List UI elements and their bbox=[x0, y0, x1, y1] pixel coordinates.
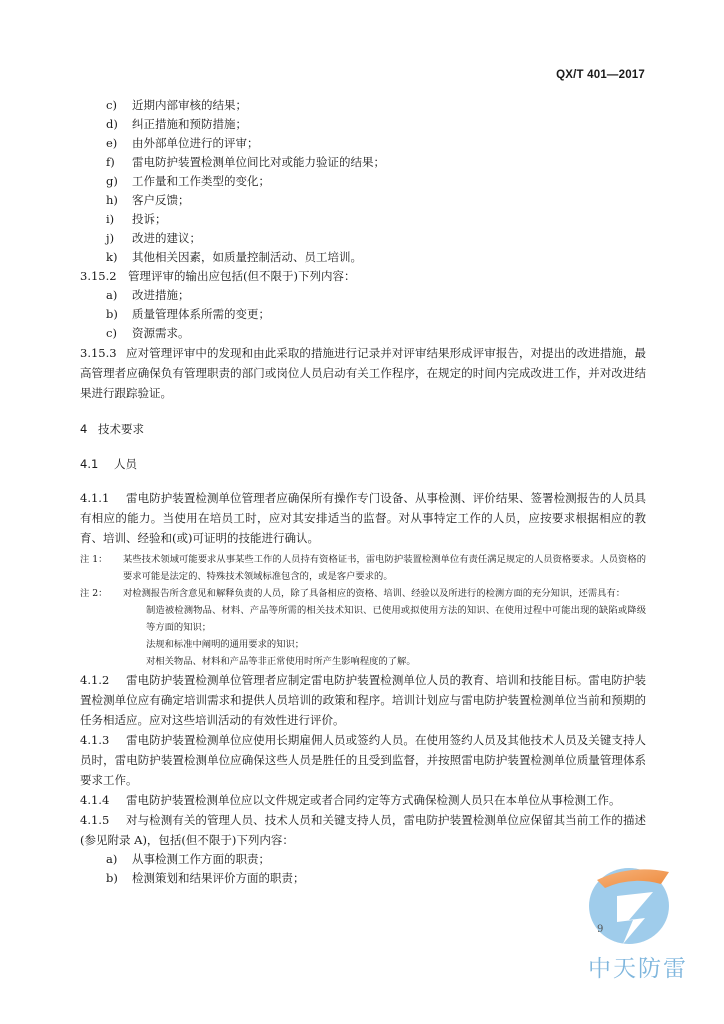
list-item bbox=[80, 324, 646, 343]
item-label: e) bbox=[106, 136, 118, 150]
item-text: 改进的建议； bbox=[132, 231, 201, 245]
item-text: 纠正措施和预防措施； bbox=[132, 117, 247, 131]
clause-text: 雷电防护装置检测单位应以文件规定或者合同约定等方式确保检测人员只在本单位从事检测工作。 bbox=[126, 793, 621, 807]
document-body bbox=[80, 96, 646, 888]
clause-3-15-3 bbox=[80, 343, 646, 403]
item-text: 雷电防护装置检测单位间比对或能力验证的结果； bbox=[132, 155, 385, 169]
clause-3-15-2 bbox=[80, 267, 646, 286]
list-item bbox=[80, 172, 646, 191]
list-item bbox=[80, 869, 646, 888]
clause-number: 3.15.2 bbox=[80, 269, 117, 283]
item-label: h) bbox=[106, 193, 118, 207]
clause-4-1-2 bbox=[80, 670, 646, 730]
clause-number: 4.1.4 bbox=[80, 793, 110, 807]
note-text: 某些技术领域可能要求从事某些工作的人员持有资格证书，雷电防护装置检测单位有责任满足规定的人员资格要求。人员资格的要求可能是法定的、特殊技术领域标准包含的，或是客户要求的。 bbox=[123, 554, 646, 582]
item-text: 改进措施； bbox=[132, 288, 190, 302]
item-label: b) bbox=[106, 307, 118, 321]
clause-4-1-5 bbox=[80, 810, 646, 850]
note-text: 对检测报告所含意见和解释负责的人员，除了具备相应的资格、培训、经验以及所进行的检测方面的充分知识，还需具有： bbox=[123, 588, 626, 599]
watermark-brand: 中天防雷 bbox=[588, 956, 688, 982]
section-title: 技术要求 bbox=[98, 422, 144, 436]
item-label: f) bbox=[106, 155, 115, 169]
clause-text: 应对管理评审中的发现和由此采取的措施进行记录并对评审结果形成评审报告，对提出的改进措施，最高管理者应确保负有管理职责的部门或岗位人员启动有关工作程序，在规定的时间内完成改进工作，并对改进结果进行跟踪验证。 bbox=[80, 346, 646, 400]
item-text: 从事检测工作方面的职责； bbox=[132, 852, 270, 866]
clause-number: 3.15.3 bbox=[80, 346, 117, 360]
item-label: k) bbox=[106, 250, 118, 264]
clause-text: 雷电防护装置检测单位管理者应确保所有操作专门设备、从事检测、评价结果、签署检测报告的人员具有相应的能力。当使用在培员工时，应对其安排适当的监督。对从事特定工作的人员，应按要求根据相应的教育、培训、经验和(或)可证明的技能进行确认。 bbox=[80, 491, 646, 545]
item-label: c) bbox=[106, 326, 117, 340]
item-text: 近期内部审核的结果； bbox=[132, 98, 247, 112]
section-4-heading bbox=[80, 420, 646, 439]
standard-code-header: QX/T 401—2017 bbox=[556, 69, 645, 81]
list-item bbox=[80, 210, 646, 229]
list-item bbox=[80, 229, 646, 248]
list-item bbox=[80, 248, 646, 267]
list-item bbox=[80, 115, 646, 134]
item-text: 投诉； bbox=[132, 212, 167, 226]
list-item bbox=[80, 96, 646, 115]
note-2 bbox=[80, 585, 646, 602]
clause-number: 4.1.1 bbox=[80, 491, 110, 505]
item-label: a) bbox=[106, 852, 118, 866]
list-item bbox=[80, 153, 646, 172]
section-number: 4 bbox=[80, 422, 88, 436]
clause-4-1-4 bbox=[80, 790, 646, 810]
item-label: j) bbox=[106, 231, 115, 245]
note-2-item: 法规和标准中阐明的通用要求的知识； bbox=[146, 639, 305, 650]
clause-text: 管理评审的输出应包括(但不限于)下列内容： bbox=[128, 269, 356, 283]
list-item bbox=[80, 850, 646, 869]
item-text: 客户反馈； bbox=[132, 193, 190, 207]
page-number: 9 bbox=[597, 924, 604, 935]
item-text: 质量管理体系所需的变更； bbox=[132, 307, 270, 321]
note-2-item: 对相关物品、材料和产品等非正常使用时所产生影响程度的了解。 bbox=[146, 656, 416, 667]
note-label: 注 2： bbox=[80, 588, 108, 599]
item-text: 由外部单位进行的评审； bbox=[132, 136, 259, 150]
clause-number: 4.1.3 bbox=[80, 733, 110, 747]
item-label: d) bbox=[106, 117, 118, 131]
item-label: i) bbox=[106, 212, 115, 226]
item-text: 工作量和工作类型的变化； bbox=[132, 174, 270, 188]
clause-number: 4.1.2 bbox=[80, 673, 110, 687]
clause-text: 对与检测有关的管理人员、技术人员和关键支持人员，雷电防护装置检测单位应保留其当前工作的描述(参见附录 A)，包括(但不限于)下列内容： bbox=[80, 813, 646, 847]
list-item bbox=[80, 134, 646, 153]
list-item bbox=[80, 305, 646, 324]
note-label: 注 1： bbox=[80, 554, 108, 565]
item-text: 检测策划和结果评价方面的职责； bbox=[132, 871, 305, 885]
section-title: 人员 bbox=[114, 457, 137, 471]
clause-4-1-3 bbox=[80, 730, 646, 790]
clause-text: 雷电防护装置检测单位应使用长期雇佣人员或签约人员。在使用签约人员及其他技术人员及关键支持人员时，雷电防护装置检测单位应确保这些人员是胜任的且受到监督，并按照雷电防护装置检测单位质量管理体系要求工作。 bbox=[80, 733, 646, 787]
item-text: 其他相关因素，如质量控制活动、员工培训。 bbox=[132, 250, 362, 264]
clause-text: 雷电防护装置检测单位管理者应制定雷电防护装置检测单位人员的教育、培训和技能目标。雷电防护装置检测单位应有确定培训需求和提供人员培训的政策和程序。培训计划应与雷电防护装置检测单位当前和预期的任务相适应。应对这些培训活动的有效性进行评价。 bbox=[80, 673, 646, 727]
item-label: a) bbox=[106, 288, 118, 302]
section-4-1-heading bbox=[80, 455, 646, 474]
item-label: b) bbox=[106, 871, 118, 885]
clause-4-1-1 bbox=[80, 488, 646, 548]
list-item bbox=[80, 286, 646, 305]
item-label: c) bbox=[106, 98, 117, 112]
list-item bbox=[80, 191, 646, 210]
item-label: g) bbox=[106, 174, 118, 188]
item-text: 资源需求。 bbox=[132, 326, 190, 340]
section-number: 4.1 bbox=[80, 457, 99, 471]
note-2-item: 制造被检测物品、材料、产品等所需的相关技术知识、已使用或拟使用方法的知识、在使用过程中可能出现的缺陷或降级等方面的知识； bbox=[146, 605, 646, 633]
clause-number: 4.1.5 bbox=[80, 813, 110, 827]
note-1 bbox=[80, 551, 646, 585]
